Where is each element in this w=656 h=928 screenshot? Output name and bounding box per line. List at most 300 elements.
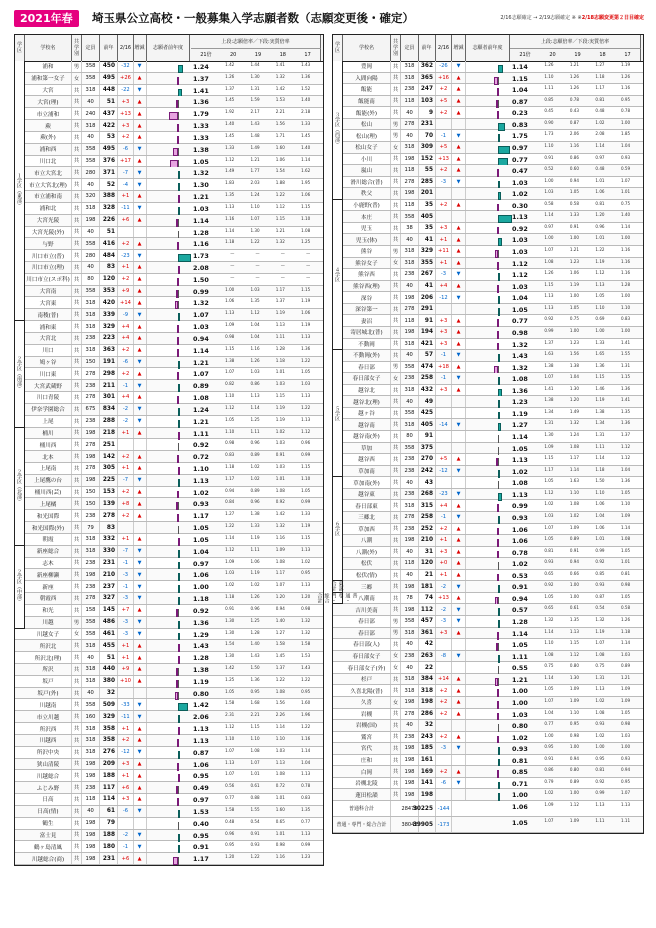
school-name: 不動岡(外) xyxy=(343,350,391,361)
up-triangle-icon: ▲ xyxy=(137,98,142,105)
school-name: 大宮光陵(外) xyxy=(25,227,72,238)
rate-year-value: 1.06 xyxy=(595,524,605,530)
rate-year-value: 1.01 xyxy=(595,536,605,542)
trend-marker xyxy=(133,439,147,450)
rate-year-value: 0.48 xyxy=(225,818,235,824)
change-value: +6 xyxy=(118,853,134,864)
up-triangle-icon: ▲ xyxy=(137,666,142,673)
down-triangle-icon: ▼ xyxy=(456,375,461,382)
applicants-value: 309 xyxy=(418,142,436,153)
school-name: 松山(理) xyxy=(343,130,391,141)
down-triangle-icon: ▼ xyxy=(456,63,461,70)
change-bar-cell xyxy=(147,633,190,641)
rate-value: 0.97 xyxy=(512,143,528,152)
rate-year-value: 1.10 xyxy=(225,393,235,399)
school-name: 和光国際 xyxy=(25,510,72,521)
rate-year-value: 0.77 xyxy=(544,721,554,727)
sex-code: 共 xyxy=(72,569,82,580)
school-name: 三郷北 xyxy=(343,512,391,523)
rate-history xyxy=(528,629,639,634)
rate-history xyxy=(528,640,639,645)
table-row xyxy=(333,269,643,281)
change-value: -1 xyxy=(118,581,134,592)
rate-year-value: 1.56 xyxy=(569,351,580,357)
sex-code: 共 xyxy=(72,404,82,415)
school-name: 久喜北陽(普) xyxy=(343,685,391,696)
school-name: 川口市立(理) xyxy=(25,262,72,273)
rate-history xyxy=(209,760,319,765)
sex-code: 共 xyxy=(72,841,82,852)
change-bar-cell xyxy=(147,337,190,345)
rate-year-value: 0.58 xyxy=(620,605,631,611)
trend-marker xyxy=(133,853,147,864)
applicants-value: 380 xyxy=(100,676,118,687)
sex-code: 共 xyxy=(72,416,82,427)
rate-cell xyxy=(510,107,641,118)
trend-marker xyxy=(452,281,466,292)
table-row xyxy=(15,167,323,179)
capacity-value: 278 xyxy=(401,512,419,523)
sex-code: 共 xyxy=(72,593,82,604)
applicants-value: 421 xyxy=(418,339,436,350)
rate-history xyxy=(528,62,639,67)
table-row xyxy=(333,755,643,767)
rate-year-value: 1.08 xyxy=(620,536,631,542)
change-value: -3 xyxy=(436,743,452,754)
change-bar xyxy=(178,703,188,711)
rate-year-value: 1.37 xyxy=(275,665,285,670)
rate-cell xyxy=(191,108,321,119)
table-row xyxy=(333,84,643,96)
rate-year-value: 1.31 xyxy=(544,420,554,426)
rate-cell xyxy=(510,200,641,211)
rate-year-value: 1.34 xyxy=(595,420,605,426)
rate-year-value: 1.00 xyxy=(620,293,631,299)
down-triangle-icon: ▼ xyxy=(137,843,142,850)
rate-year-value: 1.56 xyxy=(275,121,285,127)
capacity-value: 79 xyxy=(82,522,100,533)
down-triangle-icon: ▼ xyxy=(137,583,142,590)
rate-year-value: 1.36 xyxy=(620,478,631,484)
capacity-value: 238 xyxy=(82,380,100,391)
change-bar-cell xyxy=(147,786,190,794)
table-row xyxy=(15,782,323,794)
capacity-value: 358 xyxy=(82,144,100,155)
school-name: 宮代 xyxy=(343,743,391,754)
trend-marker xyxy=(133,250,147,261)
rate-year-value: 1.02 xyxy=(595,697,605,703)
rate-year-value: 0.65 xyxy=(544,570,554,576)
table-row xyxy=(15,534,323,546)
header-year: 18 xyxy=(279,52,286,58)
change-bar xyxy=(178,597,180,605)
rate-cell xyxy=(191,156,321,167)
change-bar xyxy=(177,372,179,380)
applicants-value: 52 xyxy=(100,179,118,190)
trend-marker xyxy=(452,639,466,650)
sex-code: 男 xyxy=(391,130,401,141)
rate-year-value: 1.19 xyxy=(620,62,631,67)
trend-marker xyxy=(133,676,147,687)
rate-year-value: 1.14 xyxy=(595,455,605,461)
rate-year-value: 0.96 xyxy=(595,223,605,229)
rate-year-value: 0.45 xyxy=(544,108,554,114)
trend-marker xyxy=(452,489,466,500)
trend-marker xyxy=(133,747,147,758)
rate-cell xyxy=(191,392,321,403)
sex-code: 共 xyxy=(72,581,82,592)
rate-year-value: 0.75 xyxy=(569,316,580,322)
rate-year-value: 0.91 xyxy=(569,547,580,553)
rate-year-value: 1.22 xyxy=(301,357,311,363)
up-triangle-icon: ▲ xyxy=(456,167,461,174)
sex-code: 共 xyxy=(72,357,82,368)
rate-value: 1.13 xyxy=(193,725,209,734)
table-row xyxy=(333,558,643,570)
change-value: -3 xyxy=(436,269,452,280)
rate-year-value: 0.95 xyxy=(250,688,260,694)
applicants-value: 425 xyxy=(418,408,436,419)
rate-year-value: 1.33 xyxy=(301,511,311,517)
rate-history xyxy=(209,535,319,540)
total-change: -173 xyxy=(436,817,452,832)
trend-marker xyxy=(133,593,147,604)
applicants-value: 371 xyxy=(100,167,118,178)
rate-year-value: 1.49 xyxy=(250,144,260,150)
rate-year-value: 1.13 xyxy=(275,322,285,328)
rate-year-value: 1.13 xyxy=(595,686,605,692)
rate-year-value: 0.54 xyxy=(250,818,260,824)
rate-year-value: 1.24 xyxy=(250,192,260,198)
table-row xyxy=(15,759,323,771)
rate-year-value: 0.85 xyxy=(544,96,554,102)
rate-year-value: 1.19 xyxy=(595,397,605,403)
rate-year-value: 1.03 xyxy=(225,570,235,576)
rate-history xyxy=(528,247,639,252)
applicants-value: 41 xyxy=(418,234,436,245)
rate-value: 1.12 xyxy=(512,271,528,280)
rate-year-value: 1.15 xyxy=(301,464,311,469)
up-triangle-icon: ▲ xyxy=(137,335,142,342)
rate-history xyxy=(528,663,639,668)
school-name: 春日部 xyxy=(343,616,391,627)
change-value: +14 xyxy=(118,297,134,308)
rate-year-value: 0.79 xyxy=(544,778,554,784)
change-bar-cell xyxy=(147,597,190,605)
rate-year-value: 1.08 xyxy=(275,688,285,694)
change-bar-cell xyxy=(147,692,190,700)
school-name: 久喜 xyxy=(343,697,391,708)
rate-year-value: 2.26 xyxy=(275,712,285,718)
rate-year-value: 1.02 xyxy=(544,790,554,796)
capacity-value: 40 xyxy=(401,477,419,488)
rate-year-value: 1.36 xyxy=(620,385,631,391)
rate-value: 0.40 xyxy=(193,819,209,828)
rate-year-value: 1.43 xyxy=(250,121,260,127)
rate-year-value: 1.00 xyxy=(544,235,554,241)
rate-year-value: 1.10 xyxy=(225,735,235,741)
rate-year-value: 1.03 xyxy=(620,651,631,657)
school-name: 秩父 xyxy=(343,188,391,199)
sex-code: 共 xyxy=(391,512,401,523)
school-name: 川越 xyxy=(25,617,72,628)
table-row xyxy=(15,333,323,345)
school-name: 小鹿野(普) xyxy=(343,200,391,211)
school-name: 川口 xyxy=(25,345,72,356)
table-row xyxy=(333,766,643,778)
down-triangle-icon: ▼ xyxy=(137,169,142,176)
rate-cell xyxy=(510,246,641,257)
rate-year-value: 1.08 xyxy=(544,651,554,657)
change-bar-cell xyxy=(147,573,190,581)
sex-code: 共 xyxy=(391,61,401,72)
school-name: 嵐山 xyxy=(343,165,391,176)
up-triangle-icon: ▲ xyxy=(456,572,461,579)
change-bar-cell xyxy=(147,242,190,250)
rate-year-value: 1.41 xyxy=(620,339,631,345)
rate-year-value: 1.11 xyxy=(250,428,260,434)
rate-value: 0.72 xyxy=(193,453,209,462)
header-prev: 前年 xyxy=(418,35,436,61)
rate-cell xyxy=(191,498,321,509)
rate-history xyxy=(209,334,319,339)
capacity-value: 158 xyxy=(82,605,100,616)
applicants-value: 112 xyxy=(418,604,436,615)
table-row xyxy=(333,73,643,85)
rate-year-value: 1.06 xyxy=(301,310,311,316)
rate-year-value: 1.05 xyxy=(620,489,631,495)
table-row xyxy=(333,119,643,131)
up-triangle-icon: ▲ xyxy=(137,642,142,649)
rate-history xyxy=(209,86,319,91)
sex-code: 女 xyxy=(72,629,82,640)
sex-code: 共 xyxy=(72,534,82,545)
change-value: -3 xyxy=(118,569,134,580)
rate-year-value: 1.03 xyxy=(275,464,285,469)
applicants-value: 237 xyxy=(100,581,118,592)
rate-year-value: 1.62 xyxy=(301,168,311,174)
applicants-value: 328 xyxy=(100,203,118,214)
up-triangle-icon: ▲ xyxy=(137,240,142,247)
applicants-value: 315 xyxy=(418,500,436,511)
rate-year-value: 1.18 xyxy=(225,594,235,600)
rate-year-value: 1.05 xyxy=(620,547,631,553)
change-bar xyxy=(178,361,180,369)
rate-year-value: 1.05 xyxy=(620,709,631,715)
rate-value: 1.05 xyxy=(193,157,209,166)
change-value xyxy=(436,477,452,488)
table-row xyxy=(15,144,323,156)
sex-code: 共 xyxy=(72,321,82,332)
trend-marker xyxy=(452,500,466,511)
applicants-value: 278 xyxy=(100,510,118,521)
rate-cell xyxy=(191,463,321,474)
applicants-value: 103 xyxy=(418,96,436,107)
change-value: -32 xyxy=(118,61,134,72)
rate-value: 1.13 xyxy=(193,476,209,485)
applicants-value: 70 xyxy=(418,130,436,141)
table-header xyxy=(333,35,643,62)
change-bar-cell xyxy=(147,656,190,664)
school-name: 草加西 xyxy=(343,524,391,535)
rate-year-value: 1.22 xyxy=(595,247,605,252)
trend-marker xyxy=(452,96,466,107)
rate-history xyxy=(209,594,319,599)
trend-marker xyxy=(452,373,466,384)
rate-history xyxy=(209,559,319,564)
rate-year-value: 1.38 xyxy=(225,357,235,363)
rate-year-value: 0.96 xyxy=(301,440,311,446)
rate-history xyxy=(209,133,319,138)
trend-marker xyxy=(133,818,147,829)
capacity-value: 198 xyxy=(401,154,419,165)
rate-year-value: 1.01 xyxy=(275,795,285,801)
table-row xyxy=(15,309,323,321)
capacity-value: 318 xyxy=(82,534,100,545)
header-diff: 増減 xyxy=(133,35,147,61)
change-value: +2 xyxy=(436,84,452,95)
capacity-value: 318 xyxy=(82,345,100,356)
total-rate-year: 1.07 xyxy=(544,818,554,823)
bar-axis xyxy=(178,692,179,700)
down-triangle-icon: ▼ xyxy=(137,477,142,484)
rate-history xyxy=(209,783,319,788)
up-triangle-icon: ▲ xyxy=(456,548,461,555)
trend-marker xyxy=(452,651,466,662)
rate-value: 0.53 xyxy=(512,571,528,580)
table-row xyxy=(15,640,323,652)
rate-history xyxy=(528,559,639,564)
rate-year-value: 1.35 xyxy=(225,192,235,198)
applicants-value: 188 xyxy=(100,770,118,781)
rate-year-value: 1.00 xyxy=(569,744,580,750)
rate-year-value: 1.17 xyxy=(544,466,554,472)
sex-code: 共 xyxy=(72,853,82,864)
rate-year-value: 1.33 xyxy=(225,144,235,150)
rate-year-value: 1.31 xyxy=(595,674,605,680)
applicants-value: 83 xyxy=(100,522,118,533)
applicants-value: 22 xyxy=(418,662,436,673)
sex-code: 共 xyxy=(391,547,401,558)
trend-marker xyxy=(452,604,466,615)
rate-cell xyxy=(510,188,641,199)
applicants-value: 51 xyxy=(100,227,118,238)
sex-code: 共 xyxy=(391,477,401,488)
change-value xyxy=(436,211,452,222)
trend-marker xyxy=(133,510,147,521)
trend-marker xyxy=(452,674,466,685)
rate-year-value: 1.54 xyxy=(225,641,235,647)
change-value: -11 xyxy=(118,203,134,214)
table-row xyxy=(333,315,643,327)
table-row xyxy=(15,652,323,664)
trend-marker xyxy=(133,85,147,96)
change-bar xyxy=(177,136,179,144)
rate-history xyxy=(528,525,639,530)
applicants-value: 242 xyxy=(418,466,436,477)
change-value: +11 xyxy=(436,246,452,257)
rate-year-value: 1.04 xyxy=(569,374,580,380)
trend-marker xyxy=(133,558,147,569)
down-triangle-icon: ▼ xyxy=(456,421,461,428)
table-row xyxy=(333,281,643,293)
trend-marker xyxy=(452,177,466,188)
rate-value: 1.53 xyxy=(193,807,209,816)
rate-year-value: 1.11 xyxy=(595,443,605,449)
change-value xyxy=(436,639,452,650)
rate-history xyxy=(528,455,639,460)
rate-value: 0.91 xyxy=(193,843,209,852)
rate-history xyxy=(209,700,319,705)
rate-history xyxy=(209,369,319,374)
total-rate-year: 1.12 xyxy=(569,802,580,807)
applicants-value: 247 xyxy=(418,84,436,95)
rate-year-value: 0.78 xyxy=(301,783,311,789)
district-label: ４学区 xyxy=(333,200,343,350)
change-bar xyxy=(178,432,180,440)
rate-year-value: 0.58 xyxy=(544,200,554,206)
applicants-value: 361 xyxy=(418,628,436,639)
table-row xyxy=(15,297,323,309)
rate-year-value: 1.28 xyxy=(620,281,631,287)
rate-year-value: 1.15 xyxy=(620,374,631,380)
up-triangle-icon: ▲ xyxy=(137,453,142,460)
rate-history xyxy=(209,523,319,528)
table-row xyxy=(15,380,323,392)
rate-year-value: 1.45 xyxy=(225,132,235,138)
rate-history xyxy=(209,653,319,658)
rate-year-value: 1.02 xyxy=(250,464,260,469)
header-year: 19 xyxy=(574,52,581,58)
rate-cell xyxy=(191,428,321,439)
school-name: 川口市立(普) xyxy=(25,250,72,261)
change-bar xyxy=(176,680,178,688)
rate-year-value: 0.91 xyxy=(275,452,285,458)
change-value: +18 xyxy=(436,362,452,373)
up-triangle-icon: ▲ xyxy=(137,760,142,767)
rate-year-value: 2.21 xyxy=(250,712,260,718)
sex-code: 男 xyxy=(391,628,401,639)
rate-year-value: 0.98 xyxy=(225,333,235,339)
capacity-value: 40 xyxy=(82,227,100,238)
rate-cell xyxy=(510,674,641,685)
rate-year-value: 1.60 xyxy=(275,144,285,150)
change-value: -8 xyxy=(436,651,452,662)
rate-value: 0.87 xyxy=(512,97,528,106)
sex-code: 共 xyxy=(391,315,401,326)
change-bar-cell xyxy=(147,254,190,262)
sex-code: 共 xyxy=(391,339,401,350)
rate-year-value: 1.13 xyxy=(301,546,311,552)
rate-year-value: 1.60 xyxy=(275,806,285,812)
sex-code: 共 xyxy=(391,500,401,511)
capacity-value: 118 xyxy=(401,165,419,176)
trend-marker xyxy=(452,154,466,165)
total-rate: 1.06 xyxy=(512,803,528,811)
rate-year-value: — xyxy=(230,274,235,280)
capacity-value: 38 xyxy=(401,223,419,234)
rate-cell xyxy=(510,419,641,430)
applicants-value: 210 xyxy=(418,535,436,546)
change-bar-cell xyxy=(147,644,190,652)
trend-marker xyxy=(452,362,466,373)
rate-history xyxy=(209,310,319,315)
applicants-value: 35 xyxy=(418,223,436,234)
sex-code: 共 xyxy=(391,709,401,720)
change-value: +1 xyxy=(436,535,452,546)
table-row xyxy=(330,581,643,593)
capacity-value: 358 xyxy=(401,616,419,627)
